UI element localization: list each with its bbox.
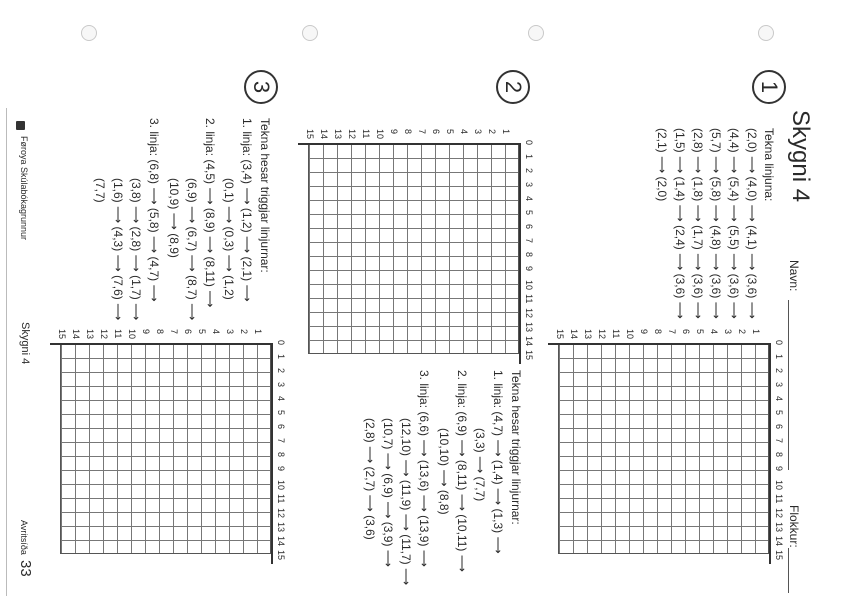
- grid1-y-tick-label: 10: [625, 329, 635, 340]
- grid2-x-tick-label: 10: [524, 280, 534, 291]
- exercise-number-2-label: 2: [501, 80, 526, 94]
- grid1-x-tick-label: 2: [774, 368, 784, 374]
- exercise3-line-6: 3. linja: (6,8) ⟶ (5,8) ⟶ (4,7) ⟶: [147, 118, 161, 302]
- publisher-logo-icon: [16, 121, 25, 130]
- punch-hole-4: [758, 25, 774, 41]
- grid3-x-axis: [271, 343, 273, 564]
- grid3-y-tick-label: 4: [211, 329, 221, 335]
- grid1-y-tick-label: 2: [737, 329, 747, 335]
- grid2-y-tick-label: 7: [417, 129, 427, 135]
- exercise1-line-3: (5,7) ⟶ (5,8) ⟶ (4,8) ⟶ (3,6) ⟶: [709, 128, 723, 319]
- grid2-y-axis: [298, 143, 520, 145]
- punch-hole-1: [81, 25, 97, 41]
- exercise3-line-1: 1. linja: (3,4) ⟶ (1,2) ⟶ (2,1) ⟶: [240, 118, 254, 302]
- exercise-number-3: [244, 70, 278, 104]
- grid1-x-tick-label: 4: [774, 396, 784, 402]
- exercise1-line-1: (2,0) ⟶ (4,0) ⟶ (4,1) ⟶ (3,6) ⟶: [745, 128, 759, 319]
- exercise3-line-4: (6,9) ⟶ (6,7) ⟶ (8,7) ⟶: [185, 178, 199, 321]
- grid2-y-tick-label: 15: [305, 129, 315, 140]
- grid1-y-axis: [548, 343, 770, 345]
- grid2-x-tick-label: 0: [524, 140, 534, 146]
- grid1-x-tick-label: 14: [774, 536, 784, 547]
- grid1-x-tick-label: 6: [774, 424, 784, 430]
- grid3-x-tick-label: 5: [276, 410, 286, 416]
- grid2-y-tick-label: 11: [361, 129, 371, 139]
- grid3-x-tick-label: 6: [276, 424, 286, 430]
- exercise2-line-3: 2. linja: (6,9) ⟶ (8,11) ⟶ (10,11) ⟶: [455, 370, 469, 572]
- grid2-y-tick-label: 13: [333, 129, 343, 140]
- grid3-y-tick-label: 5: [197, 329, 207, 335]
- exercise2-line-5: 3. linja: (6,6) ⟶ (13,6) ⟶ (13,9) ⟶: [417, 370, 431, 568]
- grid2-y-tick-label: 3: [473, 129, 483, 135]
- exercise1-line-2: (4,4) ⟶ (5,4) ⟶ (5,5) ⟶ (3,6) ⟶: [727, 128, 741, 319]
- name-line: [788, 300, 789, 470]
- grid3-y-tick-label: 9: [141, 329, 151, 335]
- grid3-x-tick-label: 4: [276, 396, 286, 402]
- grid3-x-tick-label: 13: [276, 522, 286, 533]
- grid1-x-tick-label: 11: [774, 494, 784, 504]
- exercise3-line-2: (0,1) ⟶ (0,3) ⟶ (1,2): [222, 178, 236, 300]
- grid3-x-tick-label: 7: [276, 438, 286, 444]
- grid3-y-axis: [50, 343, 272, 345]
- grid1-y-tick-label: 4: [709, 329, 719, 335]
- grid2-x-tick-label: 9: [524, 266, 534, 272]
- exercise2-line-7: (10,7) ⟶ (6,9) ⟶ (3,9) ⟶: [381, 418, 395, 567]
- grid3-y-tick-label: 15: [57, 329, 67, 340]
- exercise1-line-5: (1,5) ⟶ (1,4) ⟶ (2,4) ⟶ (3,6) ⟶: [673, 128, 687, 319]
- grid1-y-tick-label: 7: [667, 329, 677, 335]
- exercise2-line-2: (3,3) ⟶ (7,7): [473, 428, 487, 502]
- exercise2-line-4: (10,10) ⟶ (8,8): [437, 428, 451, 515]
- exercise1-line-6: (2,1) ⟶ (2,0): [655, 128, 669, 202]
- grid2-y-tick-label: 9: [389, 129, 399, 135]
- exercise2-line-6: (12,10) ⟶ (11,9) ⟶ (11,7) ⟶: [399, 418, 413, 586]
- grid2-y-tick-label: 12: [347, 129, 357, 140]
- grid1-y-tick-label: 1: [751, 329, 761, 335]
- grid2-y-tick-label: 2: [487, 129, 497, 135]
- grid2-y-tick-label: 4: [459, 129, 469, 135]
- grid3-x-tick-label: 1: [276, 354, 286, 360]
- grid2-x-tick-label: 2: [524, 168, 534, 174]
- grid2-x-tick-label: 15: [524, 350, 534, 361]
- grid1-x-tick-label: 7: [774, 438, 784, 444]
- grid3-x-tick-label: 9: [276, 466, 286, 472]
- grid2-x-tick-label: 11: [524, 294, 534, 304]
- grid1-y-tick-label: 14: [569, 329, 579, 340]
- grid2-x-tick-label: 5: [524, 210, 534, 216]
- exercise3-line-8: (1,6) ⟶ (4,3) ⟶ (7,6) ⟶: [111, 178, 125, 321]
- grid2-x-tick-label: 3: [524, 182, 534, 188]
- grid3-x-tick-label: 15: [276, 550, 286, 561]
- grid1-y-tick-label: 12: [597, 329, 607, 340]
- grid1-x-tick-label: 10: [774, 480, 784, 491]
- grid2-x-tick-label: 12: [524, 308, 534, 319]
- exercise-number-2: [496, 70, 530, 104]
- grid3-x-tick-label: 8: [276, 452, 286, 458]
- grid2-x-tick-label: 14: [524, 336, 534, 347]
- grid3-y-tick-label: 13: [85, 329, 95, 340]
- exercise2-heading: Tekna hesar triggjar linjurnar:: [509, 370, 523, 525]
- grid3-y-tick-label: 11: [113, 329, 123, 339]
- grid2-x-tick-label: 8: [524, 252, 534, 258]
- grid3-x-tick-label: 10: [276, 480, 286, 491]
- grid3-y-tick-label: 1: [253, 329, 263, 335]
- exercise-number-3-label: 3: [249, 80, 274, 94]
- exercise-number-1-label: 1: [757, 80, 782, 94]
- grid1-y-tick-label: 13: [583, 329, 593, 340]
- grid1-y-tick-label: 5: [695, 329, 705, 335]
- grid-2: [308, 143, 519, 354]
- page-number: 33: [17, 560, 34, 577]
- grid1-x-tick-label: 3: [774, 382, 784, 388]
- class-label: Flokkur:: [787, 505, 801, 548]
- exercise2-line-1: 1. linja: (4,7) ⟶ (1,4) ⟶ (1,3) ⟶: [491, 370, 505, 554]
- grid1-x-tick-label: 0: [774, 340, 784, 346]
- grid1-x-tick-label: 8: [774, 452, 784, 458]
- grid3-y-tick-label: 8: [155, 329, 165, 335]
- grid1-x-tick-label: 5: [774, 410, 784, 416]
- grid1-y-tick-label: 6: [681, 329, 691, 335]
- grid2-x-tick-label: 1: [524, 154, 534, 160]
- exercise1-heading: Tekna linjuna:: [762, 128, 776, 202]
- grid2-y-tick-label: 1: [501, 129, 511, 135]
- grid1-x-tick-label: 12: [774, 508, 784, 519]
- exercise1-line-4: (2,8) ⟶ (1,8) ⟶ (1,7) ⟶ (3,6) ⟶: [691, 128, 705, 319]
- grid1-y-tick-label: 3: [723, 329, 733, 335]
- grid2-x-tick-label: 6: [524, 224, 534, 230]
- grid3-x-tick-label: 2: [276, 368, 286, 374]
- grid3-y-tick-label: 10: [127, 329, 137, 340]
- grid3-y-tick-label: 3: [225, 329, 235, 335]
- grid3-x-tick-label: 0: [276, 340, 286, 346]
- grid2-x-tick-label: 4: [524, 196, 534, 202]
- exercise3-line-5: (10,9) ⟶ (8,9): [167, 178, 181, 258]
- grid3-y-tick-label: 7: [169, 329, 179, 335]
- grid3-y-tick-label: 6: [183, 329, 193, 335]
- binding-margin: [0, 108, 7, 596]
- grid1-y-tick-label: 8: [653, 329, 663, 335]
- grid1-y-tick-label: 11: [611, 329, 621, 339]
- grid3-y-tick-label: 12: [99, 329, 109, 340]
- grid2-y-tick-label: 8: [403, 129, 413, 135]
- publisher-name: Føroya Skúlabókagrunnur: [19, 136, 29, 241]
- grid1-x-tick-label: 13: [774, 522, 784, 533]
- exercise2-line-8: (2,8) ⟶ (2,7) ⟶ (3,6): [363, 418, 377, 540]
- grid2-y-tick-label: 10: [375, 129, 385, 140]
- grid1-x-tick-label: 9: [774, 466, 784, 472]
- page-title: Skygni 4: [787, 110, 814, 203]
- exercise-number-1: [752, 70, 786, 104]
- grid-1: [558, 343, 769, 554]
- punch-hole-3: [528, 25, 544, 41]
- exercise3-line-3: 2. linja: (4,5) ⟶ (8,9) ⟶ (8,11) ⟶: [203, 118, 217, 308]
- exercise3-line-9: (7,7): [93, 178, 107, 203]
- grid2-y-tick-label: 5: [445, 129, 455, 135]
- grid2-x-axis: [519, 143, 521, 364]
- grid1-y-tick-label: 15: [555, 329, 565, 340]
- grid3-x-tick-label: 12: [276, 508, 286, 519]
- punch-hole-2: [302, 25, 318, 41]
- exercise3-line-7: (3,8) ⟶ (2,8) ⟶ (1,7) ⟶: [129, 178, 143, 321]
- grid2-y-tick-label: 14: [319, 129, 329, 140]
- grid2-x-tick-label: 7: [524, 238, 534, 244]
- grid1-x-axis: [769, 343, 771, 564]
- footer-section-label: Avritsíða: [19, 520, 29, 555]
- grid2-x-tick-label: 13: [524, 322, 534, 333]
- grid3-x-tick-label: 11: [276, 494, 286, 504]
- exercise3-heading: Tekna hesar triggjar linjurnar:: [258, 118, 272, 273]
- grid1-y-tick-label: 9: [639, 329, 649, 335]
- name-label: Navn:: [787, 260, 801, 292]
- grid3-y-tick-label: 14: [71, 329, 81, 340]
- grid3-x-tick-label: 14: [276, 536, 286, 547]
- grid2-y-tick-label: 6: [431, 129, 441, 135]
- grid1-x-tick-label: 1: [774, 354, 784, 360]
- grid-3: [60, 343, 271, 554]
- grid1-x-tick-label: 15: [774, 550, 784, 561]
- grid3-x-tick-label: 3: [276, 382, 286, 388]
- grid3-y-tick-label: 2: [239, 329, 249, 335]
- footer-book-title: Skygni 4: [19, 322, 31, 365]
